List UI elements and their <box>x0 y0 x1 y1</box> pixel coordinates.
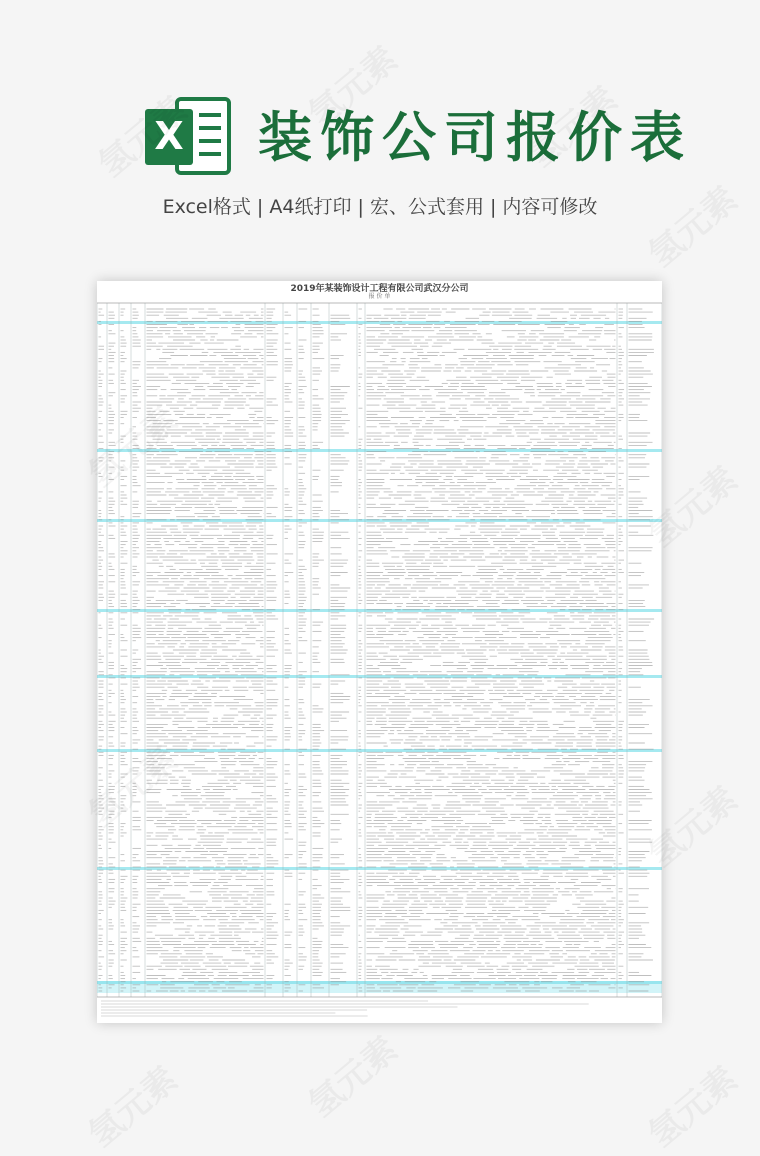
watermark-text <box>76 1053 186 1156</box>
hero-banner <box>0 0 760 270</box>
page-subtitle: Excel格式 | A4纸打印 | 宏、公式套用 | 内容可修改 <box>162 196 598 218</box>
sheet-title: 2019年某装饰设计工程有限公司武汉分公司 <box>290 284 469 294</box>
excel-logo-icon <box>143 95 233 177</box>
logo-letter: X <box>154 114 184 158</box>
watermark-text <box>296 1023 406 1126</box>
spreadsheet-preview <box>97 281 662 1023</box>
watermark-text <box>636 1053 746 1156</box>
spreadsheet-grid <box>97 281 662 1023</box>
sheet-subtitle: 报 价 单 <box>368 293 391 300</box>
page-title: 装饰公司报价表 <box>258 106 692 169</box>
